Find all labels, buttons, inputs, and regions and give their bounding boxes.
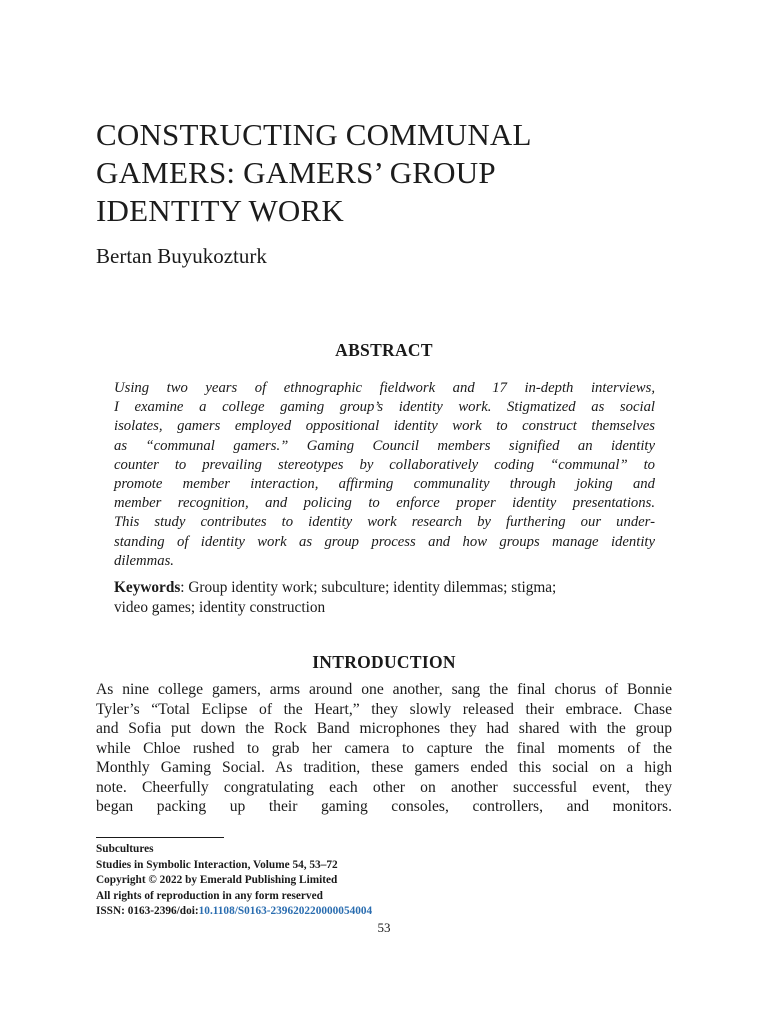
intro-line: note. Cheerfully congratulating each other on another successful event, they	[96, 778, 672, 796]
keywords	[114, 578, 655, 618]
footnote-rights: All rights of reproduction in any form reserved	[96, 889, 323, 902]
keywords-line: video games; identity construction	[114, 599, 326, 616]
abstract-line: as “communal gamers.” Gaming Council members signified an identity	[114, 437, 655, 454]
footnote-series: Subcultures	[96, 843, 154, 855]
keywords-text: : Group identity work; subculture; identity dilemmas; stigma;	[180, 579, 557, 596]
intro-line: while Chloe rushed to grab her camera to capture the final moments of the	[96, 739, 672, 757]
abstract-line: Using two years of ethnographic fieldwork and 17 in-depth interviews,	[114, 380, 655, 396]
doi-link[interactable]: 10.1108/S0163-239620220000054004	[198, 905, 373, 917]
title-line: IDENTITY WORK	[96, 193, 344, 228]
footnote-volume: Studies in Symbolic Interaction, Volume 54, 53–72	[96, 858, 338, 871]
introduction-heading: INTRODUCTION	[312, 652, 456, 672]
title-line: GAMERS: GAMERS’ GROUP	[96, 155, 496, 190]
abstract-line: This study contributes to identity work research by furthering our under-	[114, 514, 655, 531]
title-line: CONSTRUCTING COMMUNAL	[96, 117, 532, 152]
abstract-line: member recognition, and policing to enforce proper identity presentations.	[114, 495, 655, 512]
footnote-issn	[96, 904, 672, 920]
author-name: Bertan Buyukozturk	[96, 244, 267, 268]
keywords-label: Keywords	[114, 579, 181, 596]
intro-line: Monthly Gaming Social. As tradition, these gamers ended this social on a high	[96, 759, 672, 776]
intro-line: began packing up their gaming consoles, controllers, and monitors.	[96, 798, 672, 815]
footnote-copyright: Copyright © 2022 by Emerald Publishing Limited	[96, 874, 338, 886]
paper-title	[96, 116, 656, 230]
intro-line: and Sofia put down the Rock Band microphones they had shared with the group	[96, 720, 672, 737]
footnote-divider	[96, 837, 224, 838]
keywords-line	[114, 578, 655, 598]
intro-line: As nine college gamers, arms around one another, sang the final chorus of Bonnie	[96, 681, 672, 698]
abstract-line: counter to prevailing stereotypes by collaboratively coding “communal” to	[114, 456, 655, 473]
abstract-line: standing of identity work as group process and how groups manage identity	[114, 533, 655, 550]
abstract-line: I examine a college gaming group’s identity work. Stigmatized as social	[114, 399, 655, 416]
abstract-body	[114, 379, 655, 571]
issn-text: ISSN: 0163-2396/doi:	[96, 905, 199, 917]
intro-line: Tyler’s “Total Eclipse of the Heart,” they slowly released their embrace. Chase	[96, 700, 672, 718]
abstract-line: isolates, gamers employed oppositional identity work to construct themselves	[114, 418, 655, 435]
introduction-body	[96, 680, 672, 817]
abstract-heading: ABSTRACT	[335, 340, 433, 360]
abstract-line: promote member interaction, affirming communality through joking and	[114, 476, 655, 493]
abstract-line: dilemmas.	[114, 552, 174, 569]
footnote	[96, 842, 672, 920]
page-number: 53	[377, 920, 391, 935]
